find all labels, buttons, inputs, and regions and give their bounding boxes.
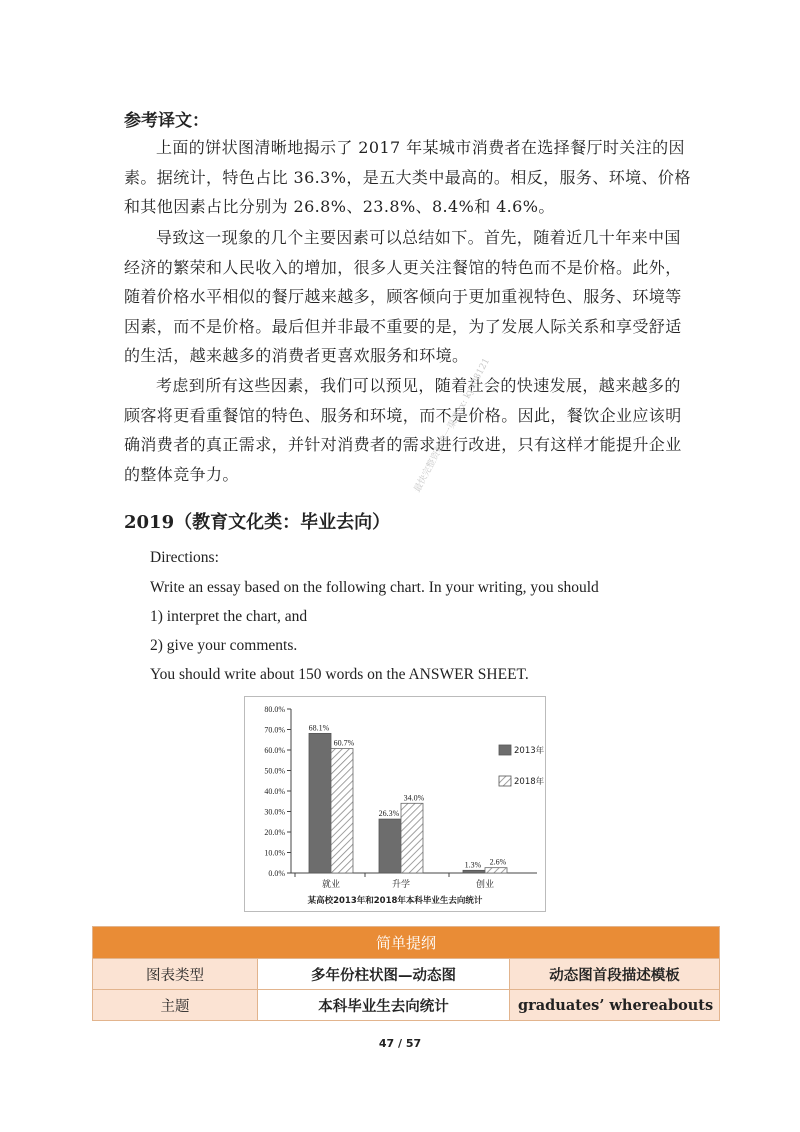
table-cell: 动态图首段描述模板 [510,959,720,990]
reference-translation-title: 参考译文： [124,111,209,131]
page-number: 47 / 57 [378,1037,422,1050]
table-cell: 图表类型 [93,959,258,990]
directions-heading: Directions: [150,549,219,566]
data-label: 26.3% [378,809,400,819]
y-tick-label: 20.0% [264,828,285,837]
translation-paragraph-1: 上面的饼状图清晰地揭示了 2017 年某城市消费者在选择餐厅时关注的因素。据统计，特色占比 36.3%，是五大类中最高的。相反，服务、环境、价格和其他因素占比分别为 26.8%、23.8%、8.4%和 4.6%。 [124,138,691,216]
directions-line-2: 1) interpret the chart, and [150,608,308,625]
table-cell: 主题 [93,990,258,1021]
data-label: 34.0% [403,793,425,803]
directions-line-1: Write an essay based on the following chart. In your writing, you should [150,579,599,596]
x-tick-label: 创业 [475,880,495,890]
outline-table [92,926,720,1021]
directions-line-3: 2) give your comments. [150,637,298,654]
legend-swatch [499,776,511,786]
data-label: 68.1% [308,723,330,733]
translation-paragraph-2: 导致这一现象的几个主要因素可以总结如下。首先，随着近几十年来中国经济的繁荣和人民收入的增加，很多人更关注餐馆的特色而不是价格。此外，随着价格水平相似的餐厅越来越多，顾客倾向于更加重视特色、服务、环境等因素，而不是价格。最后但并非最不重要的是，为了发展人际关系和享受舒适的生活，越来越多的消费者更喜欢服务和环境。 [124,228,682,365]
table-cell: graduates’ whereabouts [510,990,720,1021]
y-tick-label: 50.0% [264,766,285,776]
translation-paragraph-3: 考虑到所有这些因素，我们可以预见，随着社会的快速发展，越来越多的顾客将更看重餐馆的特色、服务和环境，而不是价格。因此，餐饮企业应该明确消费者的真正需求，并针对消费者的需求进行改进，只有这样才能提升企业的整体竞争力。 [124,376,682,484]
y-tick-label: 80.0% [264,705,285,714]
legend-swatch [499,745,511,755]
y-tick-label: 60.0% [264,746,285,755]
outline-table-header: 简单提纲 [93,927,720,959]
bar-chart [244,696,546,912]
table-cell: 本科毕业生去向统计 [258,990,510,1021]
y-tick-label: 40.0% [264,787,285,796]
x-tick-label: 就业 [321,880,341,890]
x-tick-label: 升学 [391,880,411,890]
bar [463,870,485,873]
section-title: 2019（教育文化类：毕业去向） [124,512,391,533]
bar [331,749,353,873]
table-cell: 多年份柱状图—动态图 [258,959,510,990]
bar [485,868,507,873]
y-tick-label: 0.0% [268,869,285,878]
data-label: 2.6% [489,857,507,867]
legend-label: 2013年 [514,746,545,756]
bar [401,803,423,873]
table-row [93,959,720,990]
chart-title: 某高校2013年和2018年本科毕业生去向统计 [307,896,483,906]
data-label: 1.3% [464,860,482,870]
watermark: 最快完整资料唯一渠道vx: kyx08121 [412,356,493,495]
directions-line-4: You should write about 150 words on the ANSWER SHEET. [150,666,529,683]
table-row [93,990,720,1021]
y-tick-label: 30.0% [264,807,285,817]
data-label: 60.7% [333,738,355,748]
legend-label: 2018年 [514,777,545,787]
bar [379,819,401,873]
y-tick-label: 70.0% [264,725,285,735]
bar [309,733,331,873]
y-tick-label: 10.0% [264,848,285,858]
